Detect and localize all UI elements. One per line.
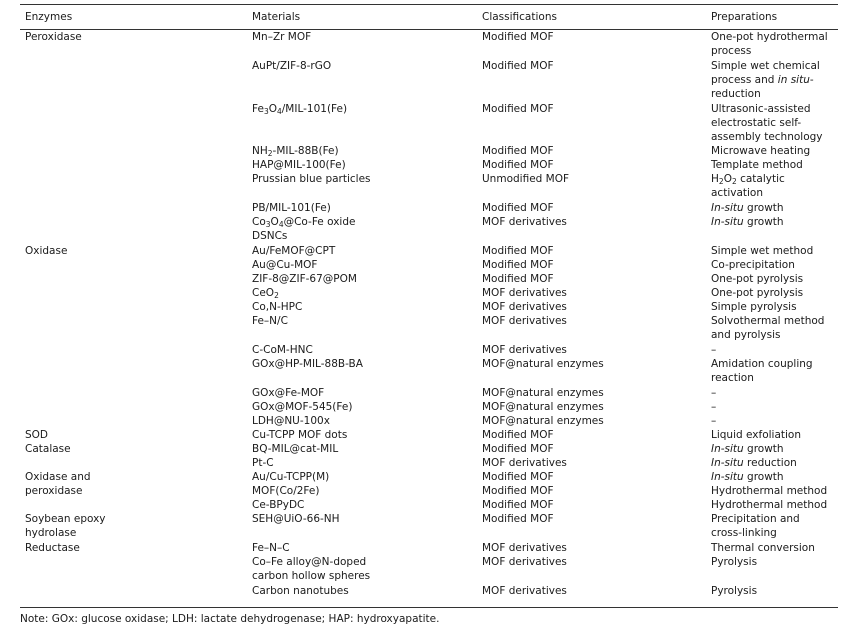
cell-classification: Unmodified MOF	[482, 173, 570, 185]
cell-preparation: assembly technology	[711, 131, 823, 144]
cell-classification: Modified MOF	[482, 60, 554, 72]
cell-preparation: Microwave heating	[711, 145, 811, 157]
cell-enzyme: peroxidase	[25, 485, 83, 498]
cell-preparation: In-situ reduction	[711, 457, 797, 469]
cell-preparation: Amidation coupling	[711, 358, 813, 370]
cell-material: DSNCs	[252, 230, 288, 243]
cell-preparation: cross-linking	[711, 527, 777, 540]
cell-classification: Modified MOF	[482, 273, 554, 285]
cell-material: $NH_2-MIL-88B(Fe)$	[252, 145, 339, 158]
cell-preparation: Pyrolysis	[711, 556, 758, 568]
cell-preparation: In-situ growth	[711, 443, 784, 455]
cell-preparation: Simple wet chemical	[711, 60, 820, 72]
cell-material: GOx@MOF-545(Fe)	[252, 401, 353, 413]
cell-preparation: –	[711, 344, 717, 356]
cell-classification: MOF derivatives	[482, 344, 567, 356]
cell-classification: MOF derivatives	[482, 556, 567, 568]
cell-material: LDH@NU-100x	[252, 415, 330, 427]
cell-preparation: and pyrolysis	[711, 329, 781, 342]
cell-material: Co,N-HPC	[252, 301, 303, 313]
cell-preparation: –	[711, 387, 717, 399]
cell-material: carbon hollow spheres	[252, 570, 371, 583]
cell-classification: Modified MOF	[482, 245, 554, 257]
cell-enzyme: Oxidase and	[25, 471, 91, 483]
cell-preparation: –	[711, 415, 717, 427]
header-enzymes: Enzymes	[25, 11, 73, 23]
cell-material: Cu-TCPP MOF dots	[252, 429, 348, 441]
cell-classification: Modified MOF	[482, 103, 554, 115]
header-classifications: Classifications	[482, 11, 557, 23]
cell-preparation: process and in situ-	[711, 74, 814, 87]
cell-material: Au/Cu-TCPP(M)	[252, 471, 330, 483]
cell-material: C-CoM-HNC	[252, 344, 313, 356]
cell-material: Au@Cu-MOF	[252, 259, 318, 271]
cell-material: Mn–Zr MOF	[252, 31, 312, 43]
cell-preparation: process	[711, 45, 752, 58]
cell-enzyme: Soybean epoxy	[25, 513, 106, 525]
cell-classification: Modified MOF	[482, 513, 554, 525]
cell-material: Prussian blue particles	[252, 173, 371, 185]
cell-classification: Modified MOF	[482, 145, 554, 157]
cell-material: Co–Fe alloy@N-doped	[252, 556, 367, 568]
cell-classification: MOF@natural enzymes	[482, 358, 604, 370]
cell-classification: Modified MOF	[482, 31, 554, 43]
cell-classification: MOF@natural enzymes	[482, 415, 604, 427]
bottom-rule	[20, 607, 838, 608]
cell-material: HAP@MIL-100(Fe)	[252, 159, 346, 171]
cell-classification: MOF derivatives	[482, 287, 567, 299]
cell-classification: Modified MOF	[482, 159, 554, 171]
cell-material: GOx@Fe-MOF	[252, 387, 325, 399]
cell-classification: Modified MOF	[482, 471, 554, 483]
cell-enzyme: Catalase	[25, 443, 71, 455]
cell-classification: Modified MOF	[482, 259, 554, 271]
cell-preparation: –	[711, 401, 717, 413]
cell-preparation: Co-precipitation	[711, 259, 795, 271]
cell-preparation: In-situ growth	[711, 216, 784, 228]
cell-classification: MOF derivatives	[482, 301, 567, 313]
cell-material: Pt-C	[252, 457, 274, 469]
cell-preparation: Hydrothermal method	[711, 485, 828, 497]
cell-enzyme: Reductase	[25, 542, 80, 554]
cell-preparation: One-pot pyrolysis	[711, 287, 804, 299]
cell-classification: MOF derivatives	[482, 216, 567, 228]
cell-preparation: Pyrolysis	[711, 585, 758, 597]
cell-preparation: activation	[711, 187, 764, 200]
cell-preparation: One-pot pyrolysis	[711, 273, 804, 285]
cell-classification: Modified MOF	[482, 202, 554, 214]
cell-classification: Modified MOF	[482, 443, 554, 455]
cell-preparation: reaction	[711, 372, 754, 385]
cell-preparation: In-situ growth	[711, 471, 784, 483]
cell-preparation: Simple wet method	[711, 245, 814, 257]
top-rule	[20, 4, 838, 5]
cell-preparation: Thermal conversion	[711, 542, 815, 554]
cell-preparation: electrostatic self-	[711, 117, 802, 130]
cell-material: SEH@UiO-66-NH	[252, 513, 340, 525]
cell-material: CeO$_2$	[252, 287, 279, 300]
cell-material: $Co_3O_4@Co-Fe$ oxide	[252, 216, 356, 229]
cell-material: Au/FeMOF@CPT	[252, 245, 336, 257]
cell-preparation: In-situ growth	[711, 202, 784, 214]
cell-preparation: Solvothermal method	[711, 315, 825, 327]
cell-preparation: Precipitation and	[711, 513, 800, 525]
cell-material: PB/MIL-101(Fe)	[252, 202, 331, 214]
cell-material: $Fe_3O_4/MIL-101(Fe)$	[252, 103, 348, 116]
cell-preparation: Template method	[711, 159, 803, 171]
cell-enzyme: Oxidase	[25, 245, 68, 257]
cell-enzyme: hydrolase	[25, 527, 77, 540]
cell-classification: MOF derivatives	[482, 585, 567, 597]
table-note: Note: GOx: glucose oxidase; LDH: lactate dehydrogenase; HAP: hydroxyapatite.	[20, 613, 440, 625]
header-materials: Materials	[252, 11, 301, 23]
header-preparations: Preparations	[711, 11, 778, 23]
cell-enzyme: SOD	[25, 429, 49, 441]
cell-enzyme: Peroxidase	[25, 31, 82, 43]
cell-material: ZIF-8@ZIF-67@POM	[252, 273, 357, 285]
cell-preparation: One-pot hydrothermal	[711, 31, 828, 43]
cell-preparation: Hydrothermal method	[711, 499, 828, 511]
cell-material: Fe–N/C	[252, 315, 288, 327]
cell-material: MOF(Co/2Fe)	[252, 485, 320, 497]
cell-classification: MOF@natural enzymes	[482, 401, 604, 413]
cell-preparation: Liquid exfoliation	[711, 429, 801, 441]
cell-classification: MOF derivatives	[482, 315, 567, 327]
cell-classification: MOF derivatives	[482, 457, 567, 469]
cell-preparation: Ultrasonic-assisted	[711, 103, 811, 115]
cell-classification: MOF@natural enzymes	[482, 387, 604, 399]
cell-material: Fe–N–C	[252, 542, 290, 554]
cell-classification: Modified MOF	[482, 499, 554, 511]
cell-material: Carbon nanotubes	[252, 585, 349, 597]
cell-preparation: Simple pyrolysis	[711, 301, 797, 313]
cell-preparation: reduction	[711, 88, 761, 101]
cell-material: BQ-MIL@cat-MIL	[252, 443, 339, 455]
cell-classification: Modified MOF	[482, 429, 554, 441]
cell-material: Ce-BPyDC	[252, 499, 305, 511]
cell-material: AuPt/ZIF-8-rGO	[252, 60, 332, 72]
cell-classification: MOF derivatives	[482, 542, 567, 554]
cell-preparation: $H_2O_2$ catalytic	[711, 173, 785, 186]
cell-classification: Modified MOF	[482, 485, 554, 497]
cell-material: GOx@HP-MIL-88B-BA	[252, 358, 363, 370]
